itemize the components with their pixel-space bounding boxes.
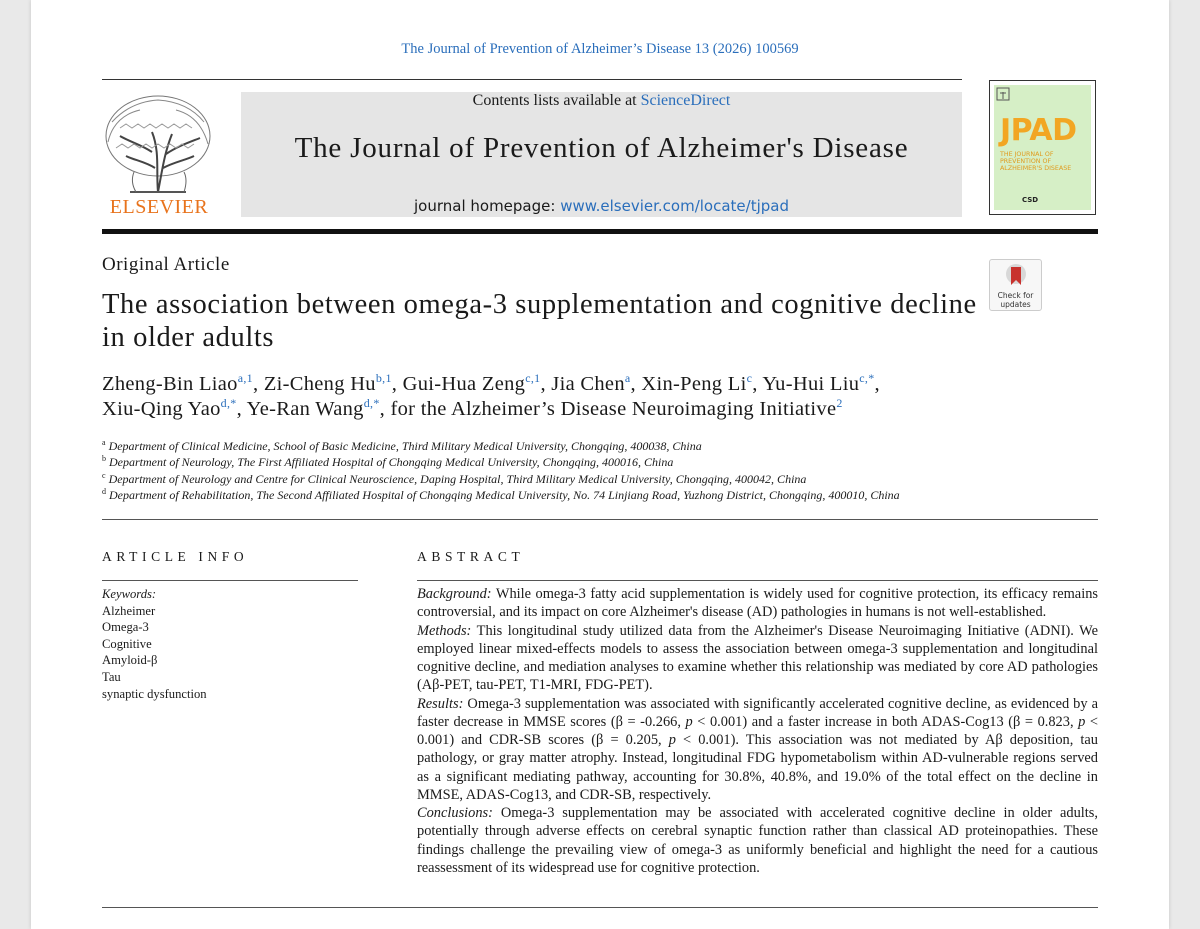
results-text-1: Omega-3 supplementation was associated with significantly accelerated cognitive decline, as evidenced by a faster decrease in MMSE scores (β = -0.266, bbox=[417, 695, 1098, 730]
section-rule bbox=[102, 519, 1098, 520]
author-name[interactable]: Xin-Peng Li bbox=[641, 373, 747, 395]
results-text-3: < 0.001) and CDR-SB scores (β = 0.205, bbox=[417, 713, 1098, 748]
article-page bbox=[31, 0, 1169, 929]
p-symbol: p bbox=[685, 713, 693, 730]
bottom-rule bbox=[102, 907, 1098, 908]
keyword-item: Omega-3 bbox=[102, 620, 149, 635]
affiliation-text: Department of Neurology, The First Affiliated Hospital of Chongqing Medical University, Chongqing, 400016, China bbox=[109, 455, 674, 470]
affiliation-item bbox=[102, 454, 1062, 470]
author-affil-sup[interactable]: a bbox=[624, 371, 631, 385]
header-rule bbox=[102, 79, 962, 80]
keyword-item: Tau bbox=[102, 669, 121, 684]
conclusions-text: Omega-3 supplementation may be associated with accelerated cognitive decline in older adults, potentially through adverse effects on cerebral synaptic function rather than classical AD proteinopathies. These findings challenge the prevailing view of omega-3 as uniformly beneficial and highlight the need for a cautious reassessment of its widespread use for cognitive protection. bbox=[417, 805, 1098, 876]
abstract-body bbox=[417, 585, 1098, 877]
results-text-4: < 0.001). This association was not mediated by Aβ deposition, tau pathology, or gray matter atrophy. Instead, longitudinal FDG hypometabolism within AD-vulnerable regions served as a significant mediating pathway, accounting for 30.8%, 40.8%, and 19.0% of the total effect on the decline in MMSE, ADAS-Cog13, and CDR-SB, respectively. bbox=[417, 732, 1098, 803]
author-affil-sup[interactable]: c,* bbox=[859, 371, 875, 385]
header-thick-rule bbox=[102, 229, 1098, 234]
background-label: Background: bbox=[417, 586, 492, 602]
methods-label: Methods: bbox=[417, 622, 472, 639]
results-label: Results: bbox=[417, 695, 464, 712]
abstract-background bbox=[417, 585, 1098, 622]
bookmark-icon bbox=[1004, 263, 1028, 291]
cover-badge: CSD bbox=[1022, 196, 1039, 204]
author-name[interactable]: Zi-Cheng Hu bbox=[263, 373, 376, 395]
author-affil-sup[interactable]: c bbox=[746, 371, 753, 385]
cover-subtitle: THE JOURNAL OF PREVENTION OF ALZHEIMER'S DISEASE bbox=[1000, 151, 1072, 172]
keywords-block bbox=[102, 586, 207, 702]
author-affil-sup[interactable]: d,* bbox=[363, 396, 380, 410]
abstract-methods bbox=[417, 622, 1098, 695]
cover-title: JPAD bbox=[1000, 113, 1077, 148]
affiliation-key: a bbox=[102, 438, 106, 447]
affiliation-key: c bbox=[102, 470, 106, 480]
author-name[interactable]: Jia Chen bbox=[551, 373, 625, 395]
p-symbol: p bbox=[668, 732, 676, 748]
mini-elsevier-icon bbox=[996, 87, 1010, 101]
author-affil-sup[interactable]: c,1 bbox=[525, 371, 541, 385]
elsevier-wordmark[interactable]: ELSEVIER bbox=[109, 196, 209, 218]
homepage-link[interactable]: www.elsevier.com/locate/tjpad bbox=[560, 197, 789, 215]
abstract-results bbox=[417, 695, 1098, 805]
homepage-line bbox=[241, 197, 962, 215]
journal-title: The Journal of Prevention of Alzheimer's Disease bbox=[294, 132, 909, 164]
affiliation-text: Department of Neurology and Centre for Clinical Neuroscience, Daping Hospital, Third Military Medical University, Chongqing, 400042, China bbox=[108, 471, 807, 486]
affiliation-text: Department of Clinical Medicine, School of Basic Medicine, Third Military Medical University, Chongqing, 400038, China bbox=[108, 439, 702, 453]
affiliation-list bbox=[102, 438, 1062, 503]
author-name[interactable]: Xiu-Qing Yao bbox=[102, 398, 221, 420]
affiliation-item bbox=[102, 471, 1062, 487]
article-info-rule bbox=[102, 580, 358, 581]
author-name[interactable]: Ye-Ran Wang bbox=[246, 398, 364, 420]
sciencedirect-link[interactable]: ScienceDirect bbox=[640, 92, 731, 109]
keyword-item: synaptic dysfunction bbox=[102, 686, 207, 701]
check-for-updates-label: Check for updates bbox=[997, 291, 1034, 309]
affiliation-item bbox=[102, 487, 1062, 503]
conclusions-label: Conclusions: bbox=[417, 805, 493, 821]
affiliation-text: Department of Rehabilitation, The Second Affiliated Hospital of Chongqing Medical University, No. 74 Linjiang Road, Yuzhong District, Chongqing, 400010, China bbox=[109, 487, 900, 502]
author-affil-sup[interactable]: a,1 bbox=[237, 371, 253, 385]
author-list: Zheng-Bin Liao$^{a,1}$, Zi-Cheng Hu$^{b,1}$, Gui-Hua Zeng$^{c,1}$, Jia Chen$^a$, Xin-Peng Li$^c$, Yu-Hui Liu$^{c,*}$, Xiu-Qing Yao$^{d,*}$, Ye-Ran Wang$^{d,*}$, for the Alzheimer’s Disease Neuroimaging Initiative$^2$ bbox=[102, 371, 880, 420]
author-affil-sup[interactable]: b,1 bbox=[375, 371, 392, 385]
author-name[interactable]: Yu-Hui Liu bbox=[762, 373, 860, 395]
p-symbol: p bbox=[1078, 713, 1086, 730]
keyword-item: Amyloid-β bbox=[102, 653, 158, 668]
journal-banner bbox=[241, 92, 962, 217]
affiliation-key: b bbox=[102, 454, 106, 464]
author-group-name: for the Alzheimer’s Disease Neuroimaging Initiative bbox=[390, 398, 837, 420]
author-affil-sup[interactable]: 2 bbox=[836, 396, 843, 410]
keyword-item: Alzheimer bbox=[102, 603, 156, 618]
abstract-rule bbox=[417, 580, 1098, 581]
affiliation-key: d bbox=[102, 486, 106, 496]
check-for-updates-button[interactable] bbox=[989, 259, 1042, 311]
article-type: Original Article bbox=[102, 254, 230, 275]
author-name[interactable]: Zheng-Bin Liao bbox=[102, 373, 238, 395]
results-text-2: < 0.001) and a faster increase in both ADAS-Cog13 (β = 0.823, bbox=[692, 713, 1079, 730]
running-head[interactable]: The Journal of Prevention of Alzheimer’s Disease 13 (2026) 100569 bbox=[401, 41, 799, 57]
contents-line bbox=[241, 92, 962, 110]
contents-prefix: Contents lists available at bbox=[472, 92, 641, 109]
affiliation-item bbox=[102, 438, 1062, 454]
author-affil-sup[interactable]: d,* bbox=[220, 396, 237, 410]
article-title: The association between omega-3 supplementation and cognitive decline in older adults bbox=[102, 289, 977, 353]
author-name[interactable]: Gui-Hua Zeng bbox=[402, 373, 526, 395]
keywords-label: Keywords: bbox=[102, 587, 157, 601]
abstract-heading: ABSTRACT bbox=[417, 549, 525, 564]
cover-background bbox=[994, 85, 1091, 210]
journal-cover-thumbnail[interactable] bbox=[989, 80, 1096, 215]
background-text: While omega-3 fatty acid supplementation is widely used for cognitive protection, its efficacy remains controversial, and its impact on core Alzheimer's disease (AD) pathologies in humans is not well-established. bbox=[417, 586, 1098, 621]
abstract-conclusions bbox=[417, 804, 1098, 877]
methods-text: This longitudinal study utilized data from the Alzheimer's Disease Neuroimaging Initiative (ADNI). We employed linear mixed-effects models to assess the association between omega-3 supplementation and longitudinal cognitive decline, and mediation analyses to examine whether this relationship was mediated by core AD pathologies (Aβ-PET, tau-PET, T1-MRI, FDG-PET). bbox=[417, 622, 1098, 694]
homepage-prefix: journal homepage: bbox=[414, 197, 561, 215]
article-info-heading: ARTICLE INFO bbox=[102, 549, 249, 564]
keyword-item: Cognitive bbox=[102, 636, 152, 651]
